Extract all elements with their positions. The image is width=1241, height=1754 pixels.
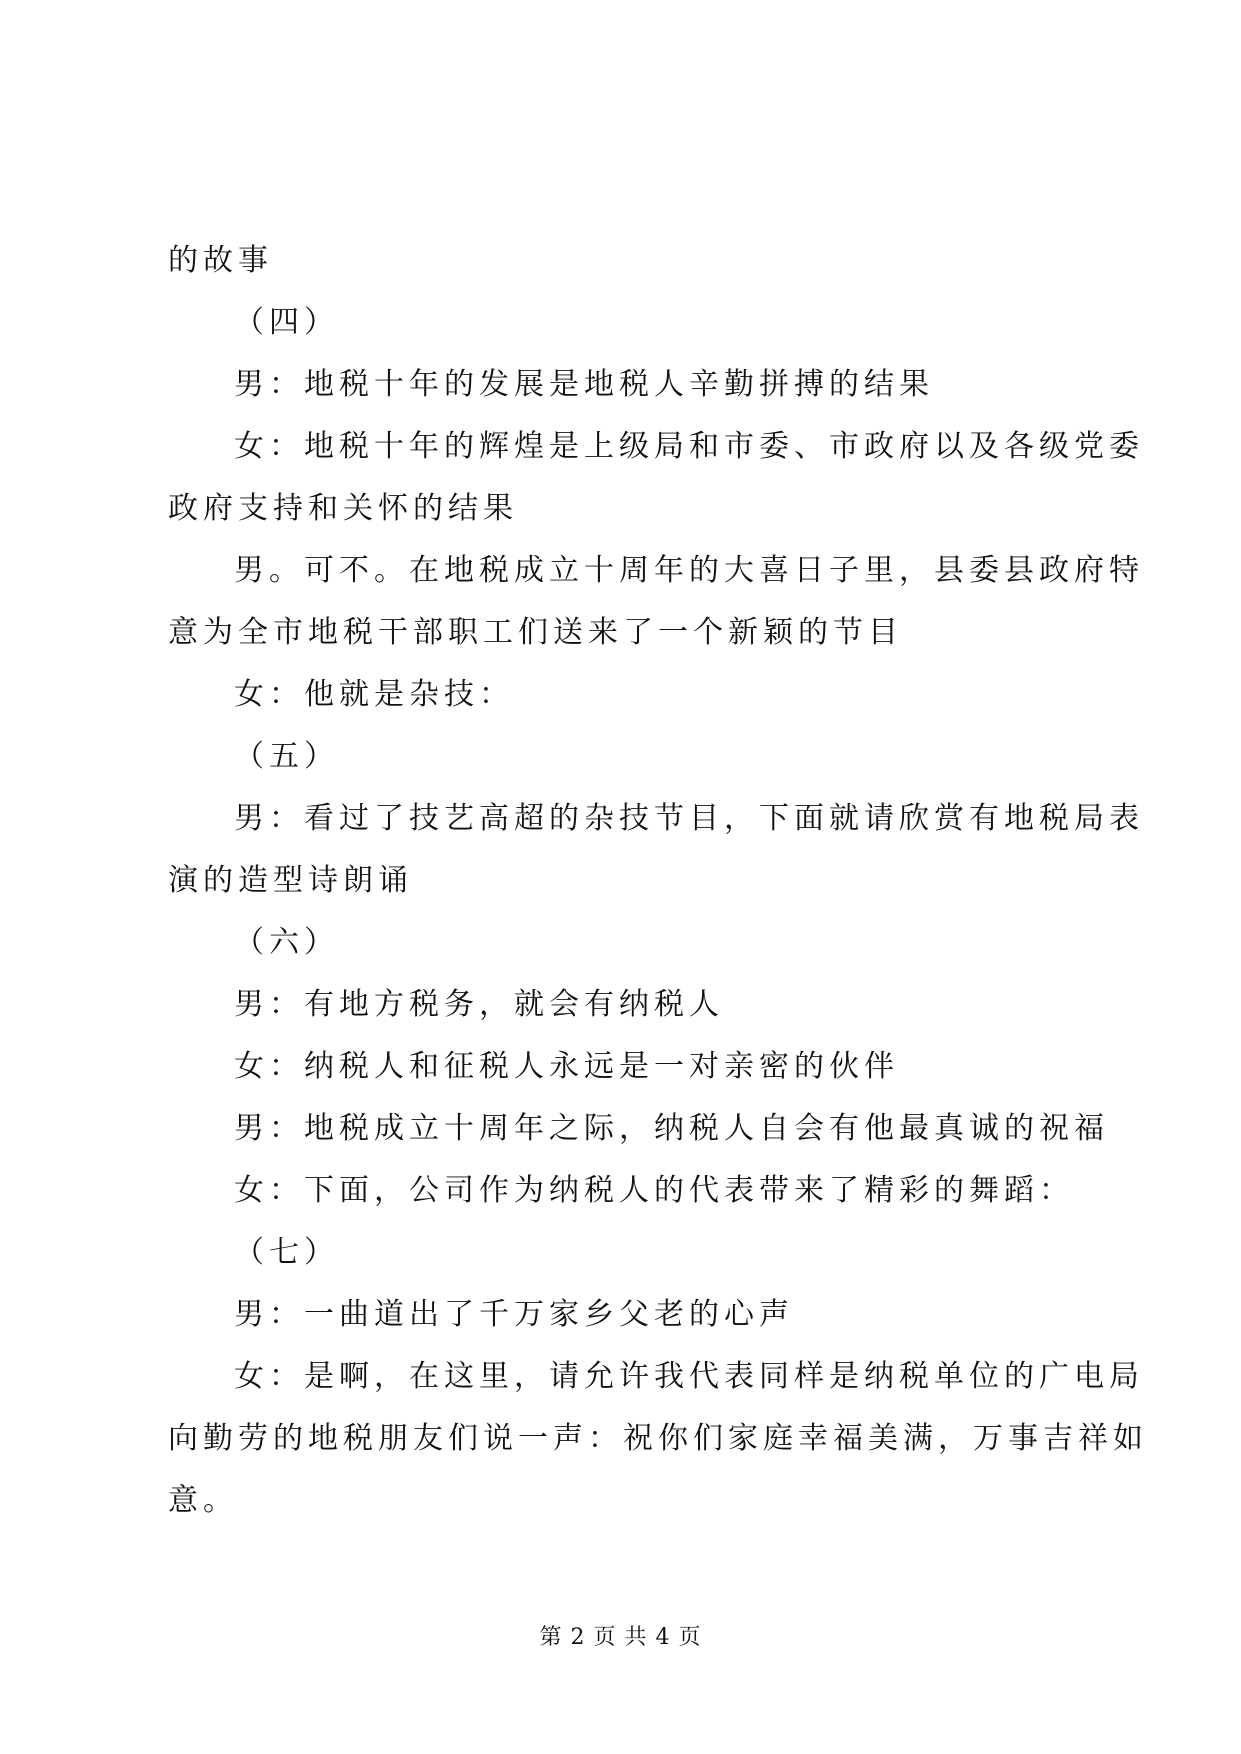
text-line: 的故事 — [168, 243, 273, 278]
text-line: 男：一曲道出了千万家乡父老的心声 — [234, 1297, 794, 1332]
section-heading-5: （五） — [234, 739, 339, 774]
text-line: 女：纳税人和征税人永远是一对亲密的伙伴 — [234, 1049, 899, 1084]
page-number-footer: 第 2 页 共 4 页 — [539, 1625, 702, 1650]
script-body — [168, 230, 1148, 1532]
text-line: 女：是啊，在这里，请允许我代表同样是纳税单位的广电局 — [234, 1359, 1144, 1394]
section-heading-6: （六） — [234, 925, 339, 960]
text-line: 意。 — [168, 1483, 238, 1518]
text-line: 男。可不。在地税成立十周年的大喜日子里，县委县政府特 — [234, 553, 1144, 588]
text-line: 男：有地方税务，就会有纳税人 — [234, 987, 724, 1022]
section-heading-7: （七） — [234, 1235, 339, 1270]
text-line: 男：地税成立十周年之际，纳税人自会有他最真诚的祝福 — [234, 1111, 1109, 1146]
text-line: 女：下面，公司作为纳税人的代表带来了精彩的舞蹈： — [234, 1173, 1074, 1208]
text-line: 向勤劳的地税朋友们说一声：祝你们家庭幸福美满，万事吉祥如 — [168, 1421, 1148, 1456]
text-line: 意为全市地税干部职工们送来了一个新颖的节目 — [168, 615, 903, 650]
section-heading-4: （四） — [234, 305, 339, 340]
text-line: 政府支持和关怀的结果 — [168, 491, 518, 526]
text-line: 男：看过了技艺高超的杂技节目，下面就请欣赏有地税局表 — [234, 801, 1144, 836]
text-line: 演的造型诗朗诵 — [168, 863, 413, 898]
text-line: 女：他就是杂技： — [234, 677, 514, 712]
text-line: 男：地税十年的发展是地税人辛勤拼搏的结果 — [234, 367, 934, 402]
text-line: 女：地税十年的辉煌是上级局和市委、市政府以及各级党委 — [234, 429, 1144, 464]
